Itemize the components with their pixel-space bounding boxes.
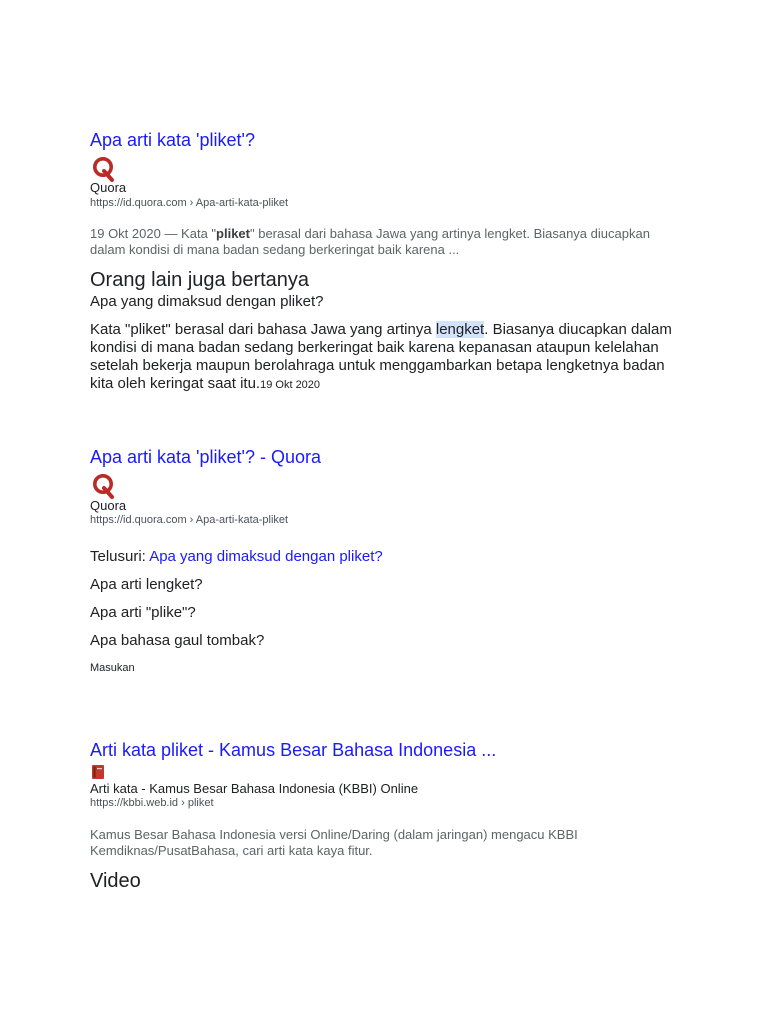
explore-link[interactable]: Apa yang dimaksud dengan pliket? xyxy=(149,548,383,565)
quora-icon xyxy=(91,156,117,182)
result2-url[interactable]: https://id.quora.com › Apa-arti-kata-pliket xyxy=(90,514,289,526)
answer-highlight: lengket xyxy=(435,321,485,338)
people-also-ask-answer xyxy=(90,321,690,394)
related-question-2[interactable]: Apa bahasa gaul tombak? xyxy=(90,632,265,649)
result3-title-link[interactable]: Arti kata pliket - Kamus Besar Bahasa Indonesia ... xyxy=(90,740,497,760)
result2-site-name: Quora xyxy=(90,498,127,513)
explore-row xyxy=(90,548,383,566)
answer-date: 19 Okt 2020 xyxy=(260,379,321,391)
quora-icon xyxy=(91,473,117,499)
people-also-ask-heading: Orang lain juga bertanya xyxy=(90,269,310,291)
answer-text-before: Kata "pliket" berasal dari bahasa Jawa yang artinya xyxy=(90,321,436,338)
result1-snippet xyxy=(90,226,680,258)
people-also-ask-question[interactable]: Apa yang dimaksud dengan pliket? xyxy=(90,293,324,310)
result1-site-name: Quora xyxy=(90,180,127,195)
snippet-rest-text: " berasal dari bahasa Jawa yang artinya lengket. Biasanya diucapkan dalam kondisi di mana badan sedang berkeringat baik karena ... xyxy=(90,226,650,257)
result2-title-link[interactable]: Apa arti kata 'pliket'? - Quora xyxy=(90,447,321,467)
result3-site-name: Arti kata - Kamus Besar Bahasa Indonesia (KBBI) Online xyxy=(90,781,419,796)
book-icon xyxy=(92,765,104,779)
snippet-bold-term: pliket xyxy=(216,226,250,241)
feedback-link[interactable]: Masukan xyxy=(90,662,135,674)
result3-snippet: Kamus Besar Bahasa Indonesia versi Online/Daring (dalam jaringan) mengacu KBBI Kemdiknas/PusatBahasa, cari arti kata kaya fitur. xyxy=(90,827,578,858)
related-question-1[interactable]: Apa arti "plike"? xyxy=(90,604,196,621)
result1-url[interactable]: https://id.quora.com › Apa-arti-kata-pliket xyxy=(90,197,289,209)
result3-url[interactable]: https://kbbi.web.id › pliket xyxy=(90,797,214,809)
result1-title-link[interactable]: Apa arti kata 'pliket'? xyxy=(90,130,255,150)
video-heading: Video xyxy=(90,870,141,892)
answer-text-after: . Biasanya diucapkan dalam kondisi di mana badan sedang berkeringat baik karena kepanasan ataupun kelelahan setelah bekerja maupun berolahraga untuk menggambarkan betapa lengketnya badan kita oleh keringat saat itu. xyxy=(90,321,672,392)
related-question-0[interactable]: Apa arti lengket? xyxy=(90,576,203,593)
explore-label: Telusuri: xyxy=(90,548,150,565)
snippet-date-text: 19 Okt 2020 — Kata " xyxy=(90,226,217,241)
